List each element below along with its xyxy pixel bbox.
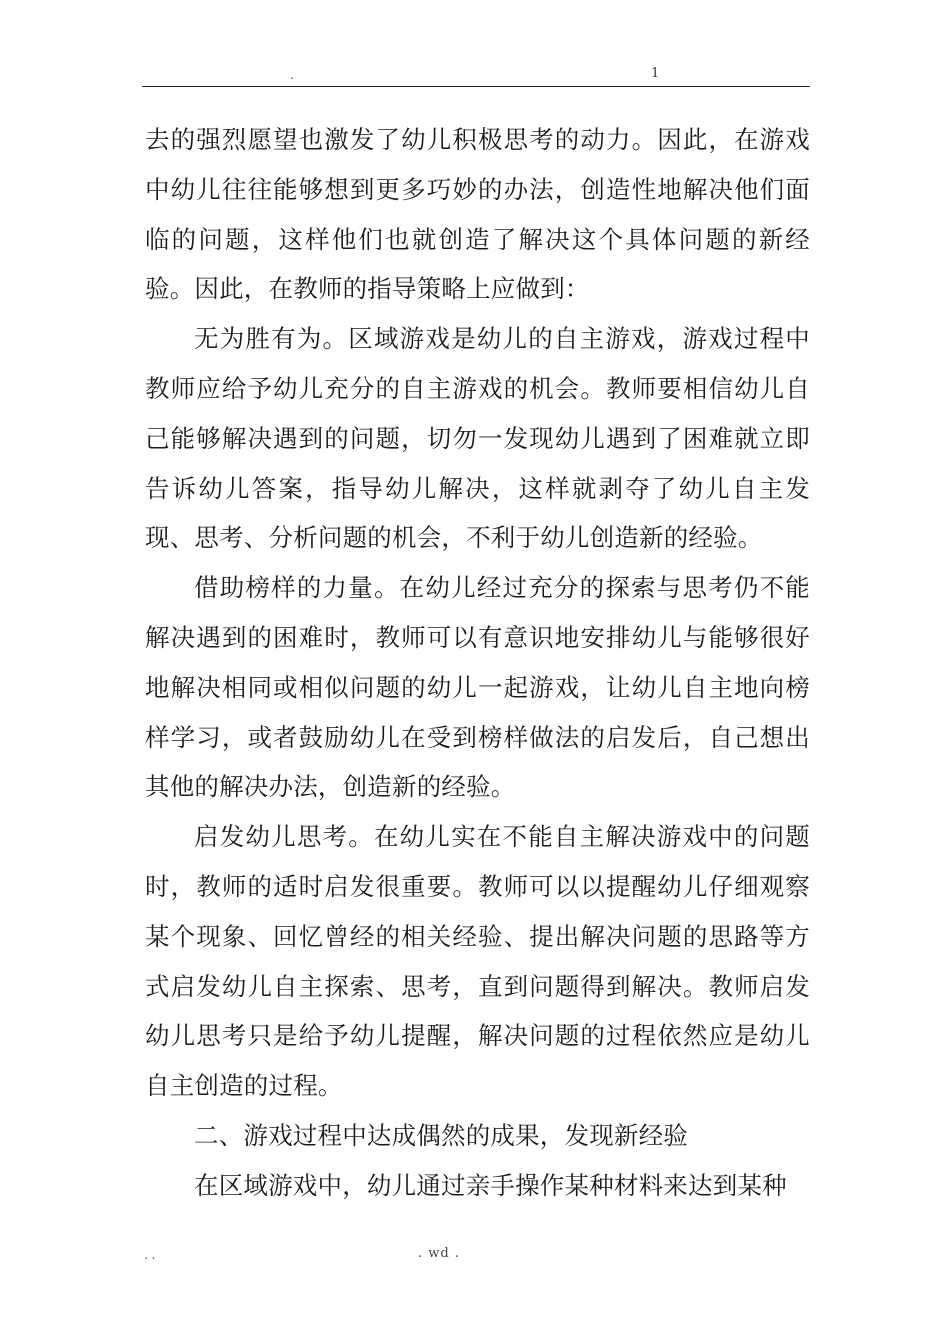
footer-left-mark: . . xyxy=(144,1248,156,1262)
paragraph-bangyang: 借助榜样的力量。在幼儿经过充分的探索与思考仍不能解决遇到的困难时，教师可以有意识地安排幼儿与能够很好地解决相同或相似问题的幼儿一起游戏，让幼儿自主地向榜样学习，或者鼓励幼儿在受到榜样做法的启发后，自己想出其他的解决办法，创造新的经验。 xyxy=(145,573,810,802)
footer-center-mark: . wd . xyxy=(418,1246,460,1261)
paragraph-continuation: 去的强烈愿望也激发了幼儿积极思考的动力。因此，在游戏中幼儿往往能够想到更多巧妙的办法，创造性地解决他们面临的问题，这样他们也就创造了解决这个具体问题的新经验。因此，在教师的指导策略上应做到： xyxy=(145,125,810,304)
paragraph-qifa: 启发幼儿思考。在幼儿实在不能自主解决游戏中的问题时，教师的适时启发很重要。教师可以以提醒幼儿仔细观察某个现象、回忆曾经的相关经验、提出解决问题的思路等方式启发幼儿自主探索、思考，直到问题得到解决。教师启发幼儿思考只是给予幼儿提醒，解决问题的过程依然应是幼儿自主创造的过程。 xyxy=(145,822,810,1101)
page-number: 1 xyxy=(651,66,660,81)
paragraph-wuwei: 无为胜有为。区域游戏是幼儿的自主游戏，游戏过程中教师应给予幼儿充分的自主游戏的机会。教师要相信幼儿自己能够解决遇到的问题，切勿一发现幼儿遇到了困难就立即告诉幼儿答案，指导幼儿解决，这样就剥夺了幼儿自主发现、思考、分析问题的机会，不利于幼儿创造新的经验。 xyxy=(145,324,810,553)
paragraph-quyu: 在区域游戏中，幼儿通过亲手操作某种材料来达到某种 xyxy=(194,1170,787,1200)
document-body xyxy=(145,115,810,1211)
page-header xyxy=(142,60,810,87)
header-left-mark: . xyxy=(290,68,294,82)
section-heading: 二、游戏过程中达成偶然的成果，发现新经验 xyxy=(194,1120,688,1150)
